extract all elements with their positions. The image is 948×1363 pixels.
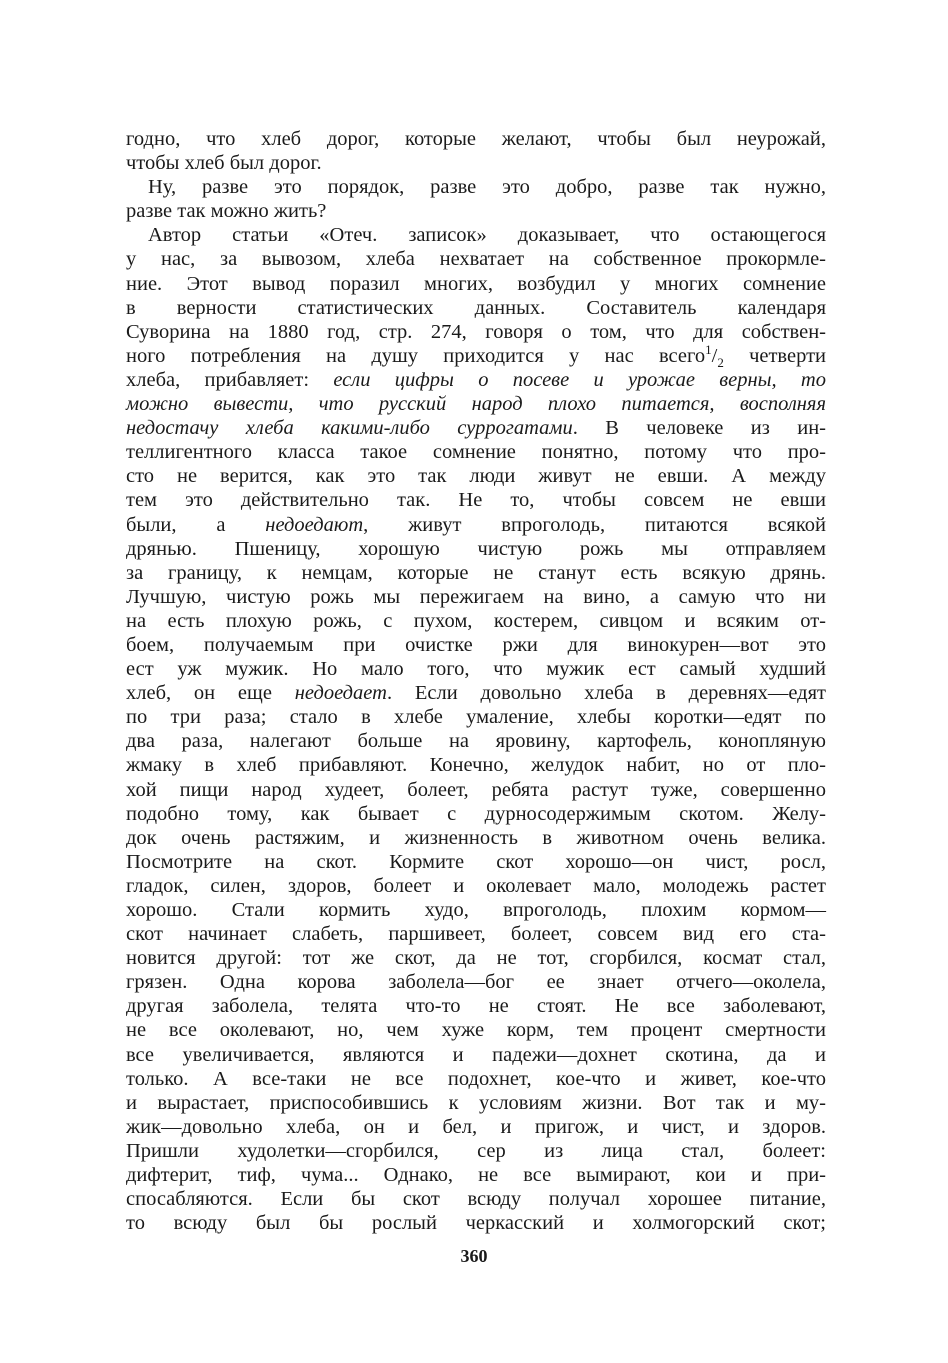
text-line: ние. Этот вывод поразил многих, возбудил у многих сомнение: [126, 272, 826, 295]
text-line: Лучшую, чистую рожь мы пережигаем на вино, а самую что ни: [126, 585, 826, 608]
text-line: можно вывести, что русский народ плохо питается, восполняя: [126, 393, 826, 416]
text-line: у нас, за вывозом, хлеба нехватает на собственное прокормле-: [126, 248, 826, 271]
text-line: хлеба, прибавляет: если цифры о посеве и урожае верны, то: [126, 368, 826, 391]
text-line: грязен. Одна корова заболела—бог ее знает отчего—околела,: [126, 971, 826, 994]
text-line: ного потребления на душу приходится у нас $всего^1/_2$ четверти: [126, 342, 827, 370]
text-line: Автор статьи «Отеч. записок» доказывает, что остающегося: [148, 224, 826, 247]
text-line: в верности статистических данных. Составитель календаря: [126, 296, 826, 319]
text-line: все увеличивается, являются и падежи—дохнет скотина, да и: [126, 1043, 826, 1066]
text-line: хорошо. Стали кормить худо, впроголодь, плохим кормом—: [126, 899, 826, 921]
text-line: тем это действительно так. Не то, чтобы совсем не евши: [126, 489, 826, 512]
text-line: скот начинает слабеть, паршивеет, болеет, совсем вид его ста-: [126, 923, 826, 946]
text-line: по три раза; стало в хлебе умаление, хлебы коротки—едят по: [126, 706, 826, 729]
text-line: то всюду был бы рослый черкасский и холмогорский скот;: [126, 1212, 826, 1235]
text-line: и вырастает, приспособившись к условиям жизни. Вот так и му-: [126, 1091, 826, 1114]
text-line: хлеб, он еще недоедает. Если довольно хлеба в деревнях—едят: [126, 682, 826, 705]
text-line: боем, получаемым при очистке ржи для винокурен—вот это: [126, 633, 826, 656]
text-line: новится другой: тот же скот, да не тот, сгорбился, космат стал,: [126, 947, 826, 970]
text-line: ест уж мужик. Но мало того, что мужик ест самый худший: [126, 658, 826, 681]
text-line: гладок, силен, здоров, болеет и околевает мало, молодежь растет: [126, 874, 826, 897]
text-line: теллигентного класса такое сомнение понятно, потому что про-: [126, 441, 826, 464]
text-line: Суворина на 1880 год, стр. 274, говоря о том, что для собствен-: [126, 320, 826, 343]
text-line: Ну, разве это порядок, разве это добро, разве так нужно,: [148, 176, 826, 199]
text-line: док очень растяжим, и жизненность в животном очень велика.: [126, 826, 826, 849]
text-line: за границу, к немцам, которые не станут есть всякую дрянь.: [126, 561, 826, 584]
text-line: жик—довольно хлеба, он и бел, и пригож, и чист, и здоров.: [126, 1115, 826, 1138]
text-line: два раза, налегают больше на яровину, картофель, конопляную: [126, 730, 826, 753]
text-line: чтобы хлеб был дорог.: [126, 152, 322, 175]
text-line: жмаку в хлеб прибавляют. Конечно, желудок набит, но от пло-: [126, 754, 826, 777]
text-line: другая заболела, телята что-то не стоят. Не все заболевают,: [126, 995, 826, 1018]
text-line: Пришли худолетки—сгорбился, сер из лица стал, болеет:: [126, 1139, 826, 1162]
text-line: недостачу хлеба какими-либо суррогатами. В человеке из ин-: [126, 417, 826, 440]
text-line: только. А все-таки не все подохнет, кое-что и живет, кое-что: [126, 1067, 826, 1090]
text-line: годно, что хлеб дорог, которые желают, чтобы был неурожай,: [126, 128, 826, 150]
text-line: спосабляются. Если бы скот всюду получал хорошее питание,: [126, 1188, 826, 1211]
text-line: на есть плохую рожь, с пухом, костерем, сивцом и всяким от-: [126, 609, 826, 632]
body-text: [126, 127, 826, 1235]
text-line: хой пищи народ худеет, болеет, ребята растут туже, совершенно: [126, 778, 826, 801]
text-line: дифтерит, тиф, чума... Однако, не все вымирают, кои и при-: [126, 1164, 826, 1187]
page-number: 360: [460, 1246, 488, 1266]
text-line: были, а недоедают, живут впроголодь, питаются всякой: [126, 513, 826, 536]
text-line: разве так можно жить?: [126, 200, 327, 223]
text-line: Посмотрите на скот. Кормите скот хорошо—он чист, росл,: [126, 850, 826, 873]
text-line: подобно тому, как бывает с дурносодержимым скотом. Желу-: [126, 802, 826, 825]
text-line: сто не верится, как это так люди живут не евши. А между: [126, 465, 826, 488]
text-line: дрянью. Пшеницу, хорошую чистую рожь мы отправляем: [126, 537, 826, 560]
text-line: не все околевают, но, чем хуже корм, тем процент смертности: [126, 1019, 826, 1042]
